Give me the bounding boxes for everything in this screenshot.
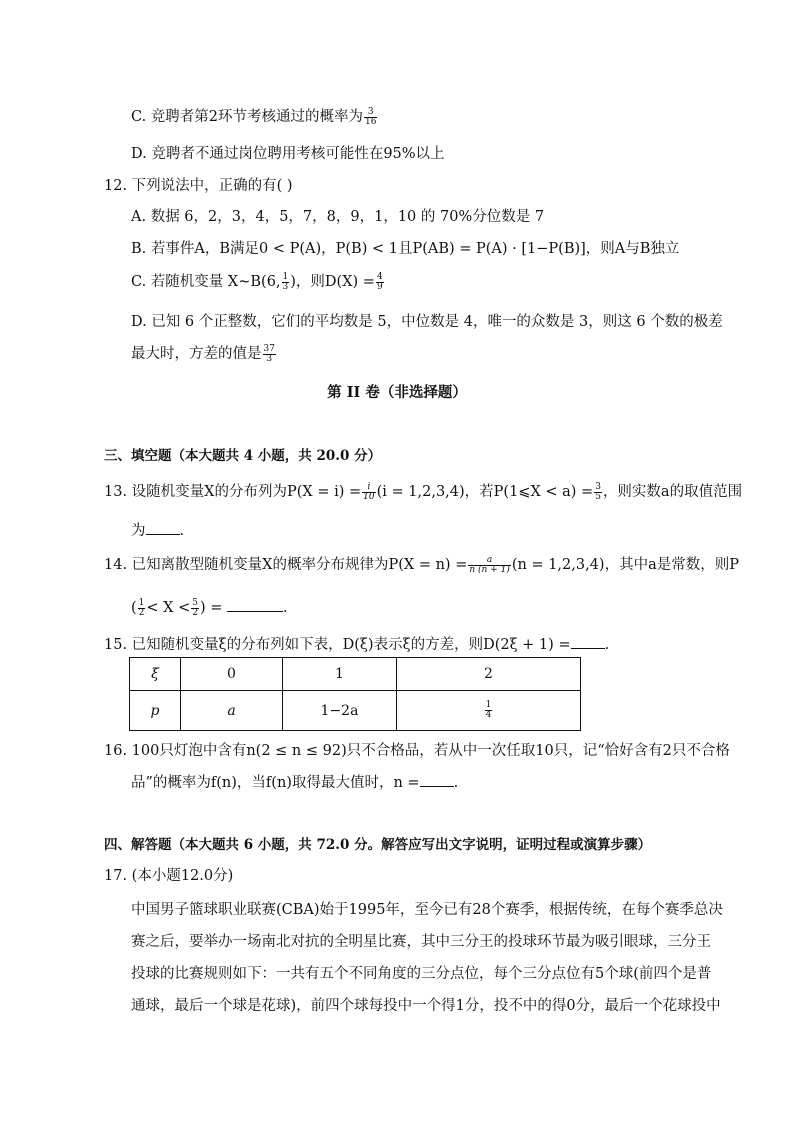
table-row — [130, 691, 581, 731]
fraction: $\frac{3}{5}$ — [595, 481, 601, 502]
q17-head: 17. (本小题12.0分) — [104, 868, 234, 884]
answer-blank[interactable] — [146, 520, 180, 535]
fraction: $\frac{a}{n (n + 1)}$ — [469, 554, 510, 575]
table-cell — [397, 691, 581, 731]
q17-line: 赛之后，要举办一场南北对抗的全明星比赛，其中三分王的投球环节最为吸引眼球，三分王 — [131, 934, 711, 950]
q17-line: 中国男子篮球职业联赛(CBA)始于1995年，至今已有28个赛季，根据传统，在每个赛季总决 — [131, 902, 723, 918]
fraction: $\frac{5}{2}$ — [192, 597, 198, 618]
q17-line: 通球，最后一个球是花球)，前四个球每投中一个得1分，投不中的得0分，最后一个花球投中 — [131, 998, 721, 1014]
q12-option-d-line1: D. 已知 6 个正整数，它们的平均数是 5，中位数是 4，唯一的众数是 3，则这 6 个数的极差 — [131, 314, 723, 330]
fraction: $\frac{i}{10}$ — [363, 481, 375, 502]
fraction: $\frac{3}{16}$ — [365, 106, 377, 127]
table-cell: 0 — [181, 658, 283, 691]
q16-line1: 16. 100只灯泡中含有n(2 ≤ n ≤ 92)只不合格品，若从中一次任取10只，记“恰好含有2只不合格 — [104, 743, 730, 759]
q13-line1: 13. 设随机变量X的分布列为P(X = i) = $\frac{i}{10}$ (i = 1,2,3,4)，若P(1⩽X < a) = $\frac{3}{5}$ ，则实数a的取值范围 — [104, 481, 743, 502]
fraction: $\frac{1}{3}$ — [282, 271, 289, 292]
q11-option-c — [131, 107, 378, 127]
q13-line2: 为 . — [131, 520, 184, 541]
q14-line1: 14. 已知离散型随机变量X的概率分布规律为P(X = n) = $\frac{a}{n (n + 1)}$ (n = 1,2,3,4)，其中a是常数，则P — [104, 554, 739, 575]
fraction: $\frac{4}{9}$ — [376, 271, 383, 292]
table-cell: 1−2a — [283, 691, 397, 731]
q12-option-b: B. 若事件A，B满足0 < P(A)，P(B) < 1且P(AB) = P(A) · [1−P(B)]，则A与B独立 — [131, 241, 680, 257]
q16-line2: 品”的概率为f(n)，当f(n)取得最大值时，n = . — [131, 772, 458, 793]
q14-line2: ( $\frac{1}{2}$ < X < $\frac{5}{2}$ ) = . — [131, 597, 288, 618]
q11-option-c-text: C. 竞聘者第2环节考核通过的概率为 — [131, 109, 364, 125]
answer-blank[interactable] — [420, 772, 454, 787]
fraction: $\frac{1}{2}$ — [138, 597, 145, 618]
table-cell: a — [181, 691, 283, 731]
answer-blank[interactable] — [571, 634, 605, 649]
table-cell: ξ — [130, 658, 181, 691]
q15-stem: 15. 已知随机变量ξ的分布列如下表，D(ξ)表示ξ的方差，则D(2ξ + 1) = . — [104, 634, 609, 655]
table-cell: p — [130, 691, 181, 731]
part-2-title: 第 II 卷（非选择题） — [327, 384, 467, 401]
section-3-title: 三、填空题（本大题共 4 小题，共 20.0 分） — [104, 448, 382, 464]
distribution-table — [129, 657, 581, 731]
q12-stem: 12. 下列说法中，正确的有( ) — [104, 178, 293, 194]
table-cell: 1 — [283, 658, 397, 691]
fraction: $\frac{37}{3}$ — [263, 343, 275, 364]
q17-line: 投球的比赛规则如下：一共有五个不同角度的三分点位，每个三分点位有5个球(前四个是普 — [131, 966, 712, 982]
q12-option-a: A. 数据 6，2，3，4，5，7，8，9，1，10 的 70%分位数是 7 — [131, 209, 545, 225]
answer-blank[interactable] — [227, 597, 283, 612]
q12-option-c: C. 若随机变量 X~B(6, $\frac{1}{3}$ )，则D(X) = $\frac{4}{9}$ — [131, 271, 383, 292]
fraction: $\frac{1}{4}$ — [485, 700, 492, 720]
q11-option-d: D. 竞聘者不通过岗位聘用考核可能性在95%以上 — [131, 146, 445, 162]
table-row — [130, 658, 581, 691]
q12-option-d-line2: 最大时，方差的值是 $\frac{37}{3}$ — [131, 343, 275, 364]
section-4-title: 四、解答题（本大题共 6 小题，共 72.0 分。解答应写出文字说明，证明过程或演算步骤） — [104, 837, 652, 853]
table-cell: 2 — [397, 658, 581, 691]
